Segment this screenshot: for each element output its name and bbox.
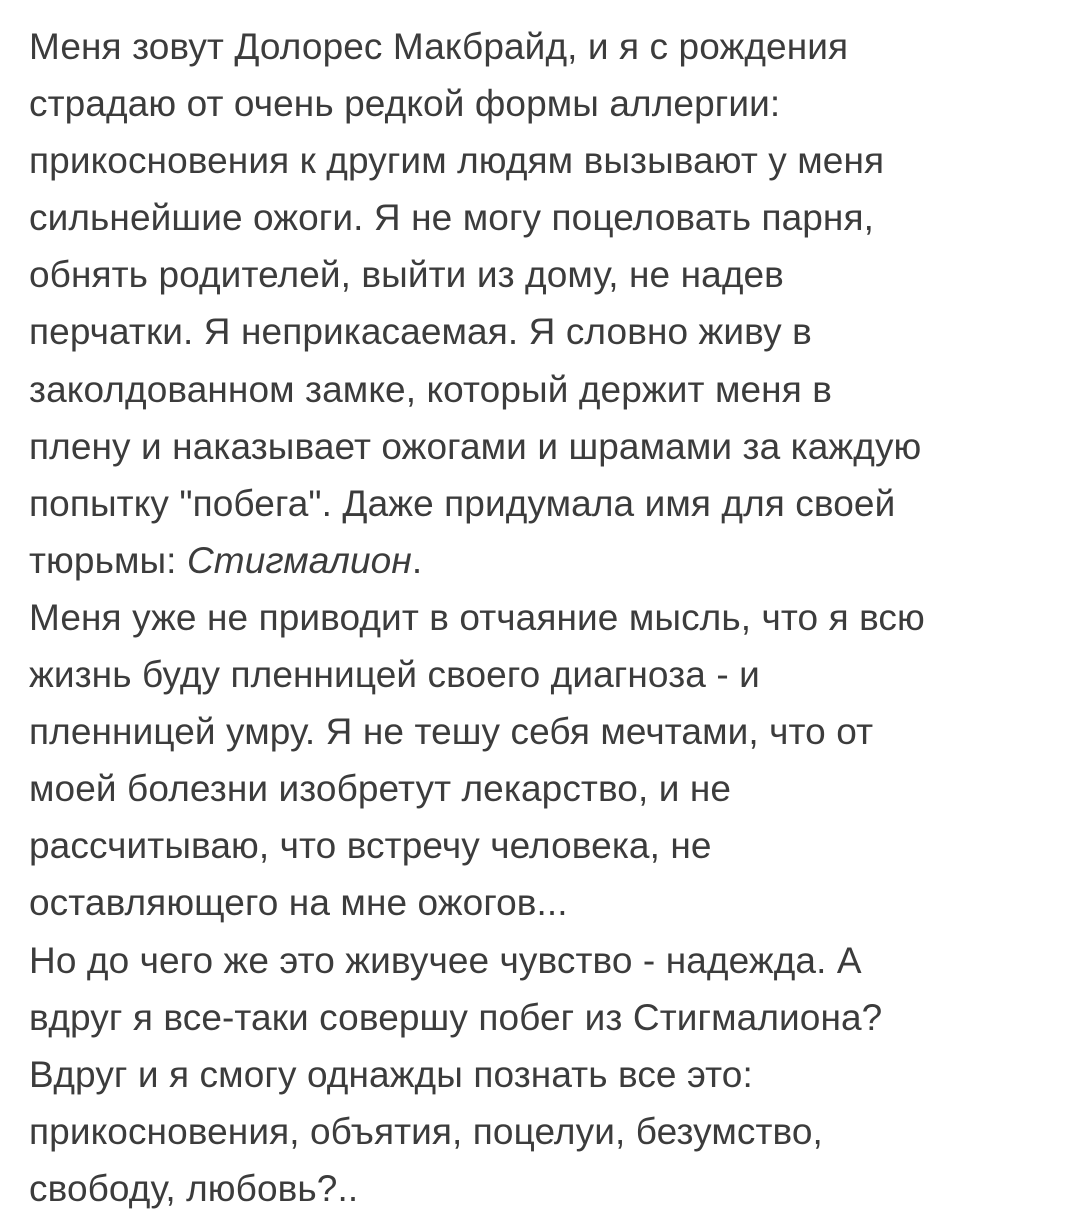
line-punctuation: . (411, 539, 423, 581)
text-line: пленницей умру. Я не тешу себя мечтами, что от (29, 711, 874, 753)
text-line: страдаю от очень редкой формы аллергии: (29, 83, 781, 125)
text-line: заколдованном замке, который держит меня в (29, 368, 832, 410)
paragraph-2 (29, 589, 1058, 932)
text-line: вдруг я все-таки совершу побег из Стигмалиона? (29, 996, 883, 1038)
text-line: сильнейшие ожоги. Я не могу поцеловать парня, (29, 197, 874, 239)
text-line (29, 532, 1058, 589)
text-line: моей болезни изобретут лекарство, и не (29, 768, 732, 810)
paragraph-1 (29, 18, 1058, 589)
text-line: рассчитываю, что встречу человека, не (29, 825, 712, 867)
text-line: Но до чего же это живучее чувство - надежда. А (29, 939, 862, 981)
text-line: Вдруг и я смогу однажды познать все это: (29, 1053, 753, 1095)
text-line: прикосновения к другим людям вызывают у меня (29, 140, 885, 182)
paragraph-3 (29, 932, 1058, 1217)
text-line: обнять родителей, выйти из дому, не надев (29, 254, 784, 296)
text-line: попытку "побега". Даже придумала имя для своей (29, 482, 896, 524)
text-line: свободу, любовь?.. (29, 1167, 359, 1209)
text-line: Меня уже не приводит в отчаяние мысль, что я всю (29, 596, 925, 638)
text-line: плену и наказывает ожогами и шрамами за каждую (29, 425, 922, 467)
text-line: жизнь буду пленницей своего диагноза - и (29, 654, 760, 696)
text-line: оставляющего на мне ожогов... (29, 882, 568, 924)
line-text: тюрьмы: (29, 539, 187, 581)
emphasized-title: Стигмалион (186, 539, 412, 581)
text-line: прикосновения, объятия, поцелуи, безумство, (29, 1110, 823, 1152)
text-line: Меня зовут Долорес Макбрайд, и я с рождения (29, 26, 849, 67)
text-line: перчатки. Я неприкасаемая. Я словно живу в (29, 311, 812, 353)
